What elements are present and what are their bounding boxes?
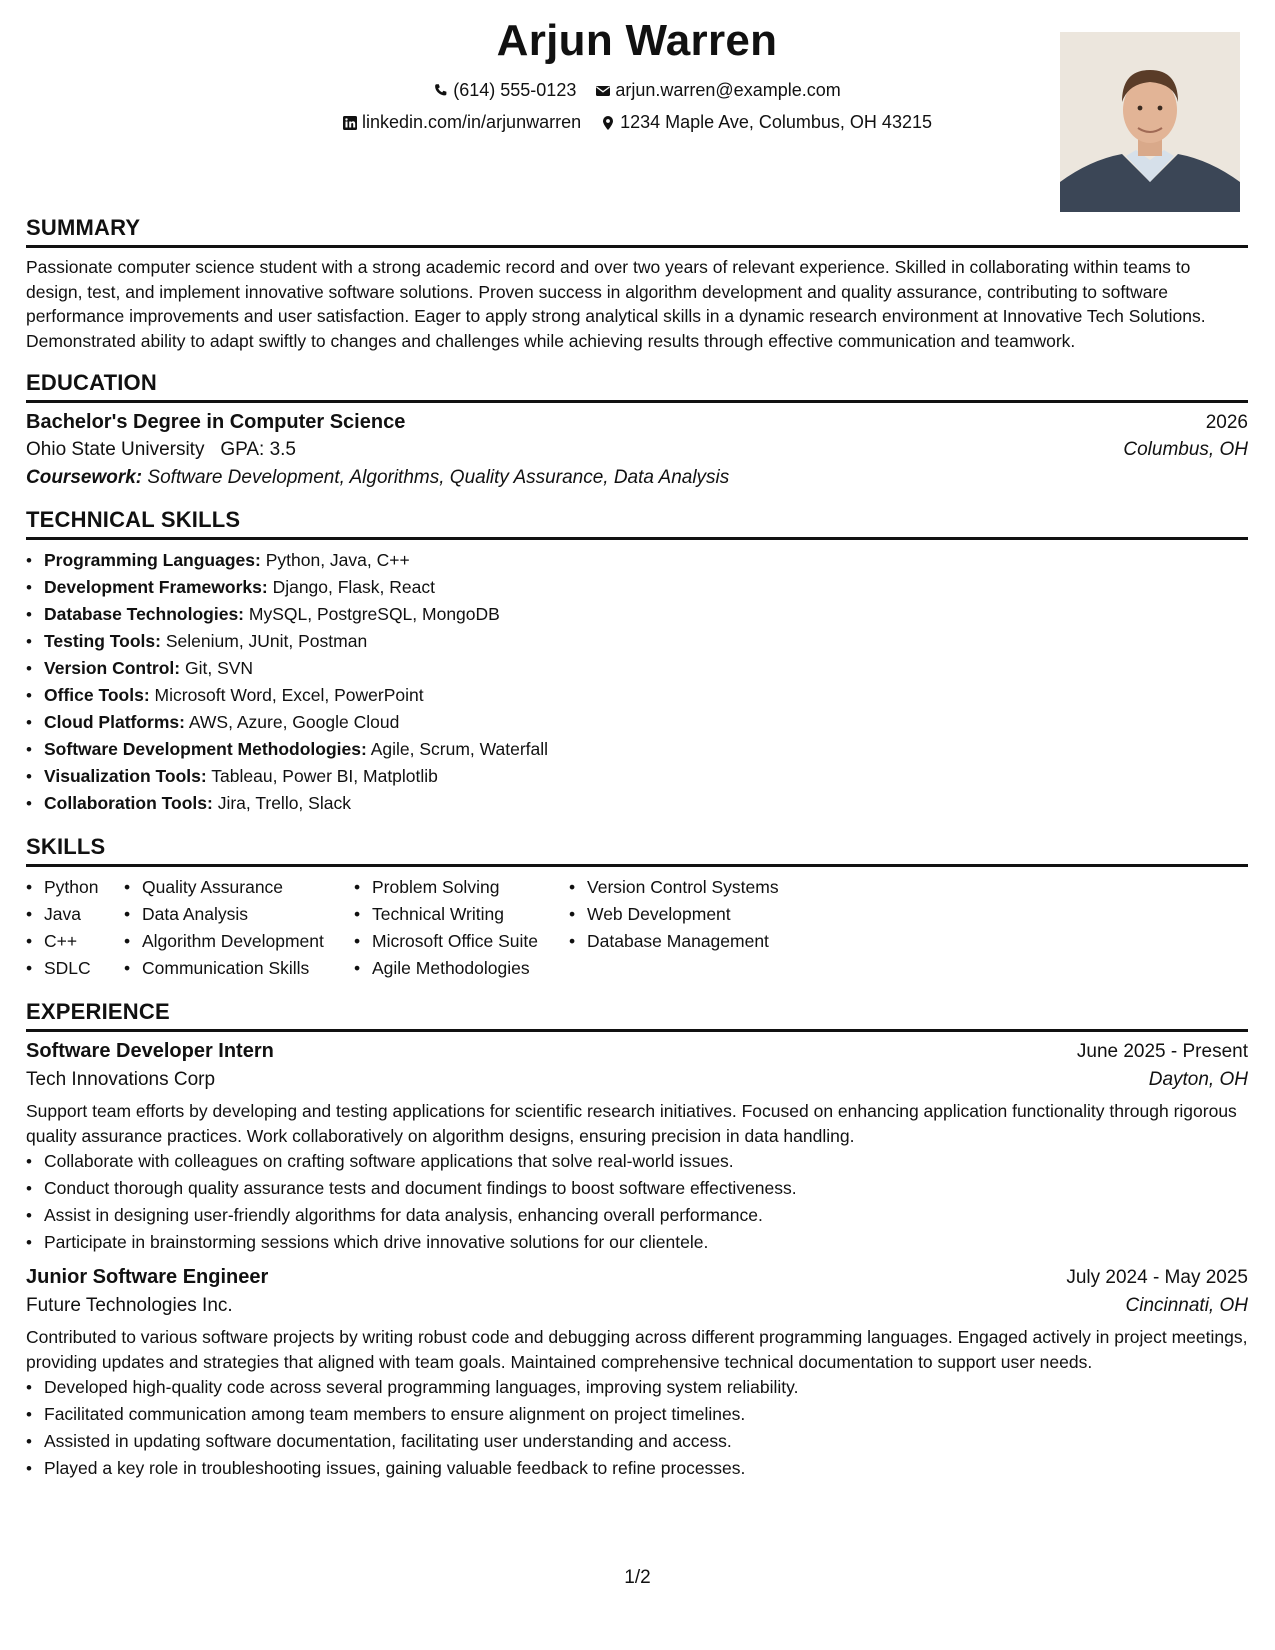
- job-bullet: • Collaborate with colleagues on crafting software applications that solve real-world issues.: [44, 1148, 1248, 1175]
- job-bullets: [26, 1148, 1248, 1256]
- tech-skill-label: Programming Languages:: [44, 550, 261, 570]
- tech-skill-value: Agile, Scrum, Waterfall: [370, 739, 549, 759]
- tech-skill-item: [44, 790, 1248, 817]
- tech-skill-value: Git, SVN: [185, 658, 254, 678]
- technical-skills-section: [26, 507, 1248, 817]
- summary-section: [26, 215, 1248, 353]
- skill-item: • Database Management: [587, 928, 847, 955]
- tech-skill-item: [44, 574, 1248, 601]
- coursework-line: [26, 467, 1248, 489]
- job-dates: July 2024 - May 2025: [1066, 1267, 1248, 1288]
- job-dates: June 2025 - Present: [1076, 1041, 1248, 1062]
- address-contact: [600, 112, 932, 133]
- skills-section: [26, 834, 1248, 982]
- skill-item: • Agile Methodologies: [372, 955, 569, 982]
- job-header: [26, 1266, 1248, 1289]
- skills-column: [124, 874, 354, 982]
- skill-item: • Communication Skills: [142, 955, 354, 982]
- job-location: Cincinnati, OH: [1125, 1295, 1248, 1316]
- phone-icon: [433, 83, 449, 99]
- education-row-1: [26, 411, 1248, 434]
- email-contact[interactable]: [595, 80, 840, 101]
- tech-skill-item: [44, 709, 1248, 736]
- tech-skill-label: Collaboration Tools:: [44, 793, 213, 813]
- technical-skills-heading: TECHNICAL SKILLS: [26, 507, 1248, 540]
- company-name: Future Technologies Inc.: [26, 1295, 233, 1316]
- skill-item: • Python: [44, 874, 124, 901]
- tech-skill-label: Software Development Methodologies:: [44, 739, 367, 759]
- skill-item: • Java: [44, 901, 124, 928]
- profile-photo: [1060, 32, 1240, 212]
- coursework-text: Software Development, Algorithms, Quality Assurance, Data Analysis: [147, 467, 730, 488]
- degree-title: Bachelor's Degree in Computer Science: [26, 411, 406, 433]
- tech-skill-item: [44, 547, 1248, 574]
- coursework-label: Coursework:: [26, 467, 143, 488]
- job-bullet: • Participate in brainstorming sessions which drive innovative solutions for our clientele.: [44, 1229, 1248, 1256]
- job-subheader: [26, 1295, 1248, 1317]
- tech-skill-value: Django, Flask, React: [272, 577, 435, 597]
- school-location: Columbus, OH: [1123, 439, 1248, 460]
- tech-skill-value: AWS, Azure, Google Cloud: [188, 712, 400, 732]
- job-subheader: [26, 1069, 1248, 1091]
- job-description: Contributed to various software projects by writing robust code and debugging across different programming languages. Engaged actively in project meetings, providing updates and strategies that aligned with team goals. Maintained comprehensive technical documentation to support user needs.: [26, 1327, 1248, 1372]
- envelope-icon: [595, 83, 611, 99]
- tech-skill-item: [44, 655, 1248, 682]
- tech-skill-item: [44, 628, 1248, 655]
- job-bullet: • Assist in designing user-friendly algorithms for data analysis, enhancing overall performance.: [44, 1202, 1248, 1229]
- job-bullet: • Assisted in updating software documentation, facilitating user understanding and access.: [44, 1428, 1248, 1455]
- map-pin-icon: [600, 115, 616, 131]
- linkedin-contact[interactable]: [342, 112, 581, 133]
- skill-item: • SDLC: [44, 955, 124, 982]
- email-text: arjun.warren@example.com: [615, 80, 841, 100]
- education-row-2: [26, 439, 1248, 461]
- summary-heading: SUMMARY: [26, 215, 1248, 248]
- candidate-name: Arjun Warren: [496, 16, 778, 65]
- portrait-image: [1060, 32, 1240, 212]
- tech-skill-label: Development Frameworks:: [44, 577, 268, 597]
- page-number: 1/2: [624, 1567, 651, 1588]
- tech-skill-value: MySQL, PostgreSQL, MongoDB: [248, 604, 500, 624]
- tech-skill-label: Visualization Tools:: [44, 766, 207, 786]
- skills-column: [26, 874, 124, 982]
- phone-text: (614) 555-0123: [453, 80, 577, 100]
- job-entry: [26, 1266, 1248, 1482]
- tech-skill-item: [44, 736, 1248, 763]
- gpa: GPA: 3.5: [220, 439, 296, 460]
- job-entry: [26, 1040, 1248, 1256]
- skills-heading: SKILLS: [26, 834, 1248, 867]
- tech-skill-item: [44, 601, 1248, 628]
- skill-item: • Data Analysis: [142, 901, 354, 928]
- skill-item: • Problem Solving: [372, 874, 569, 901]
- tech-skill-value: Microsoft Word, Excel, PowerPoint: [154, 685, 424, 705]
- skills-grid: [26, 874, 1248, 982]
- job-title: Software Developer Intern: [26, 1040, 274, 1062]
- skill-item: • Quality Assurance: [142, 874, 354, 901]
- education-heading: EDUCATION: [26, 370, 1248, 403]
- summary-text: Passionate computer science student with a strong academic record and over two years of relevant experience. Skilled in collaborating within teams to design, test, and implement innovative software solutions. Proven success in algorithm development and quality assurance, contributing to software performance improvements and user satisfaction. Eager to apply strong analytical skills in a dynamic research environment at Innovative Tech Solutions. Demonstrated ability to adapt swiftly to changes and challenges while achieving results through effective communication and teamwork.: [26, 257, 1206, 351]
- tech-skill-value: Tableau, Power BI, Matplotlib: [211, 766, 438, 786]
- tech-skill-label: Database Technologies:: [44, 604, 245, 624]
- phone-contact[interactable]: [433, 80, 576, 101]
- company-name: Tech Innovations Corp: [26, 1069, 216, 1090]
- skill-item: • C++: [44, 928, 124, 955]
- skills-column: [569, 874, 847, 982]
- school-line: [26, 439, 296, 461]
- tech-skill-label: Cloud Platforms:: [44, 712, 185, 732]
- tech-skill-label: Testing Tools:: [44, 631, 161, 651]
- experience-section: [26, 999, 1248, 1482]
- job-title: Junior Software Engineer: [26, 1266, 269, 1288]
- tech-skill-value: Python, Java, C++: [265, 550, 410, 570]
- address-text: 1234 Maple Ave, Columbus, OH 43215: [620, 112, 932, 132]
- technical-skills-list: [26, 547, 1248, 817]
- tech-skill-item: [44, 763, 1248, 790]
- graduation-year: 2026: [1205, 412, 1248, 433]
- job-bullet: • Conduct thorough quality assurance tests and document findings to boost software effectiveness.: [44, 1175, 1248, 1202]
- resume-page: [26, 0, 1248, 1482]
- experience-heading: EXPERIENCE: [26, 999, 1248, 1032]
- linkedin-text: linkedin.com/in/arjunwarren: [362, 112, 582, 132]
- skill-item: • Technical Writing: [372, 901, 569, 928]
- tech-skill-item: [44, 682, 1248, 709]
- tech-skill-value: Selenium, JUnit, Postman: [165, 631, 368, 651]
- education-section: [26, 370, 1248, 489]
- skills-column: [354, 874, 569, 982]
- school-name: Ohio State University: [26, 439, 205, 460]
- tech-skill-label: Version Control:: [44, 658, 181, 678]
- job-bullet: • Played a key role in troubleshooting issues, gaining valuable feedback to refine processes.: [44, 1455, 1248, 1482]
- skill-item: • Algorithm Development: [142, 928, 354, 955]
- skill-item: • Microsoft Office Suite: [372, 928, 569, 955]
- tech-skill-value: Jira, Trello, Slack: [217, 793, 351, 813]
- linkedin-icon: [342, 115, 358, 131]
- job-header: [26, 1040, 1248, 1063]
- skill-item: • Web Development: [587, 901, 847, 928]
- job-bullet: • Facilitated communication among team members to ensure alignment on project timelines.: [44, 1401, 1248, 1428]
- tech-skill-label: Office Tools:: [44, 685, 150, 705]
- job-bullets: [26, 1374, 1248, 1482]
- skill-item: • Version Control Systems: [587, 874, 847, 901]
- resume-header: [26, 0, 1248, 215]
- job-description: Support team efforts by developing and testing applications for scientific research initiatives. Focused on enhancing application functionality through rigorous quality assurance practices. Work collaboratively on algorithm designs, ensuring precision in data handling.: [26, 1101, 1237, 1146]
- job-location: Dayton, OH: [1148, 1069, 1248, 1090]
- job-bullet: • Developed high-quality code across several programming languages, improving system reliability.: [44, 1374, 1248, 1401]
